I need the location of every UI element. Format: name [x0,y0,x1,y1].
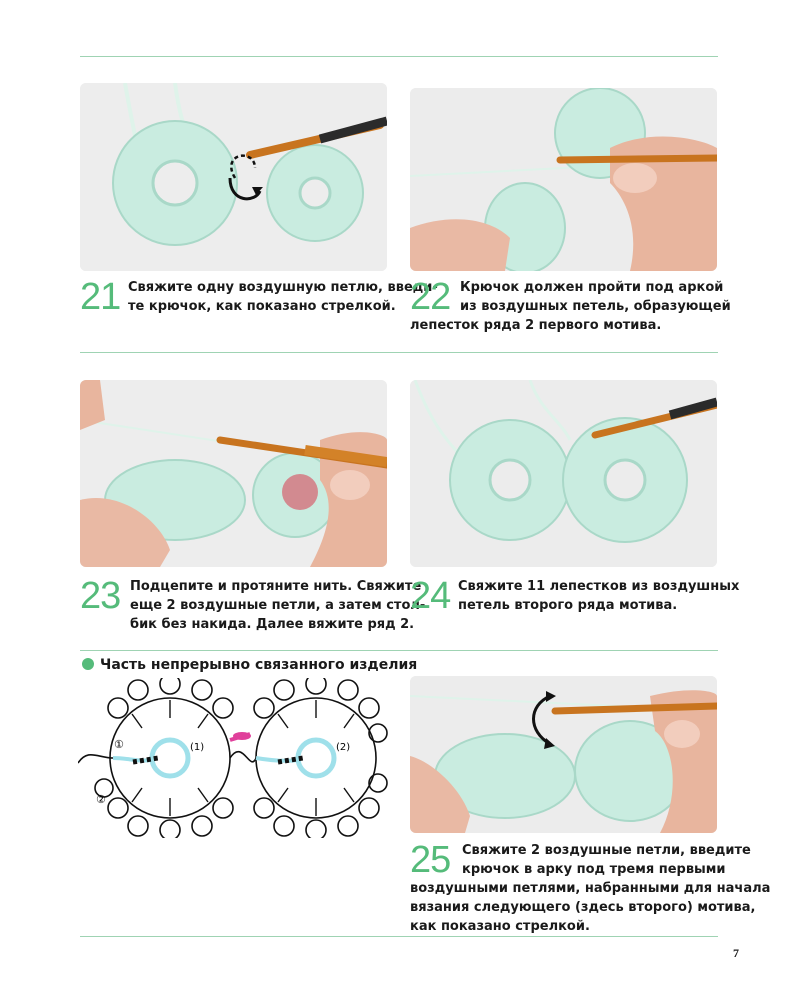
step-line: Крючок должен пройти под аркой [460,280,724,295]
step-line: крючок в арку под тремя первыми [462,862,726,877]
photo-step-23 [80,380,387,567]
step-number: 25 [410,839,451,881]
step-line: Свяжите 2 воздушные петли, введите [462,843,751,858]
divider-rule-2 [80,650,718,651]
step-line: еще 2 воздушные петли, а затем стол- [130,598,426,613]
diagram-label: (1) [190,742,205,753]
diagram-label: (2) [336,742,351,753]
step-line: петель второго ряда мотива. [458,598,678,613]
divider-rule-1 [80,352,718,353]
page-number: 7 [733,946,739,960]
step-text [458,577,740,615]
step-number: 24 [410,575,451,617]
section-title-text: Часть непрерывно связанного изделия [100,657,418,673]
top-rule [80,56,718,57]
step-22 [410,276,731,335]
photo-step-24 [410,380,717,567]
step-line: вязания следующего (здесь второго) мотива, [410,900,756,915]
step-number: 21 [80,276,121,318]
step-number: 22 [410,276,451,318]
step-24 [410,575,740,617]
step-line: Свяжите 11 лепестков из воздушных [458,579,740,594]
photo-step-21 [80,83,387,271]
diagram-label: ① [114,738,124,751]
step-line: Подцепите и протяните нить. Свяжите [130,579,422,594]
step-text [410,278,731,335]
crochet-diagram [78,678,390,838]
step-line: Свяжите одну воздушную петлю, введи- [128,280,438,295]
bottom-rule [80,936,718,937]
step-text [130,577,426,634]
photo-step-25 [410,676,717,833]
step-number: 23 [80,575,121,617]
step-text [410,841,771,936]
step-23 [80,575,426,634]
step-line: бик без накида. Далее вяжите ряд 2. [130,617,415,632]
section-title [82,657,417,673]
step-line: лепесток ряда 2 первого мотива. [410,318,662,333]
photo-step-22 [410,88,717,271]
diagram-label: ② [96,793,106,806]
step-line: те крючок, как показано стрелкой. [128,299,396,314]
step-25 [410,839,771,936]
bullet-dot-icon [82,658,94,670]
step-line: как показано стрелкой. [410,919,590,934]
step-line: из воздушных петель, образующей [460,299,731,314]
step-line: воздушными петлями, набранными для начала [410,881,771,896]
